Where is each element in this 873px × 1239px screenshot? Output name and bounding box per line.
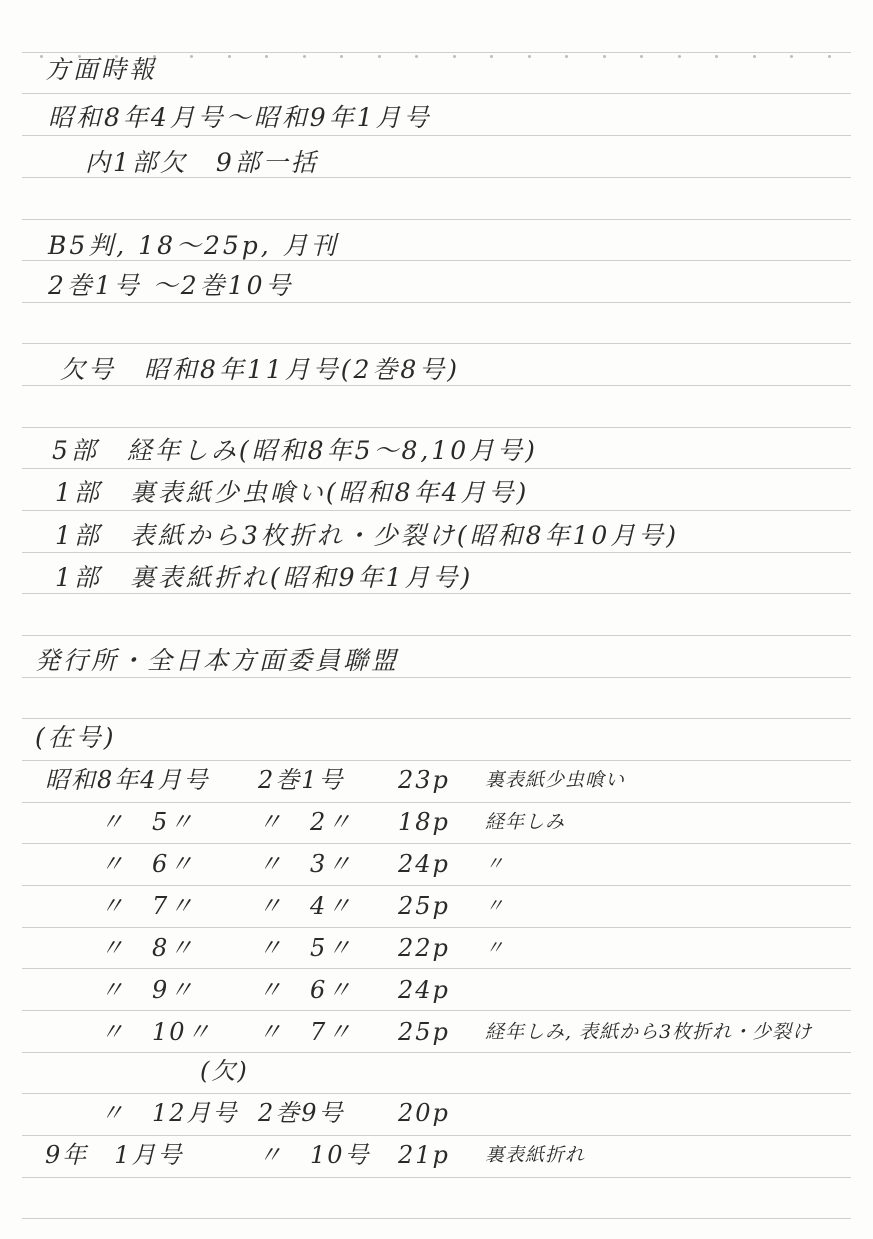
- ruler-dot: [603, 55, 606, 58]
- note-cell: 経年しみ: [485, 811, 566, 833]
- ruled-line: [22, 927, 851, 928]
- note-cell: 〃: [485, 937, 506, 959]
- ruler-dot: [378, 55, 381, 58]
- note-cell: 経年しみ, 表紙から3枚折れ・少裂け: [485, 1021, 813, 1043]
- issue-cell: 2巻1号: [258, 766, 345, 794]
- table-row: [0, 762, 873, 798]
- ruled-line: [22, 93, 851, 94]
- date-cell: 〃 9〃: [100, 976, 196, 1004]
- date-cell: 〃 7〃: [100, 892, 196, 920]
- table-row: [0, 1137, 873, 1173]
- date-cell: 〃 5〃: [100, 808, 196, 836]
- pages-cell: 21p: [398, 1141, 450, 1169]
- missing-issue-line: 欠号 昭和8年11月号(2巻8号): [60, 355, 461, 384]
- ruled-line: [22, 1218, 851, 1219]
- ruled-line: [22, 1093, 851, 1094]
- ruler-dot: [490, 55, 493, 58]
- date-range-line: 昭和8年4月号～昭和9年1月号: [48, 103, 432, 132]
- ruler-dot: [228, 55, 231, 58]
- condition-line-2: 1部 裏表紙少虫喰い(昭和8年4月号): [55, 478, 530, 507]
- spec-line-2: 2巻1号 ～2巻10号: [48, 271, 294, 300]
- issue-cell: 〃 10号: [258, 1141, 371, 1169]
- issue-cell: 〃 4〃: [258, 892, 354, 920]
- table-row: [0, 846, 873, 882]
- ruled-line: [22, 1177, 851, 1178]
- missing-marker-row: [0, 1053, 873, 1089]
- issue-cell: 〃 2〃: [258, 808, 354, 836]
- date-cell: 〃 8〃: [100, 934, 196, 962]
- pages-cell: 20p: [398, 1099, 450, 1127]
- table-row: [0, 972, 873, 1008]
- pages-cell: 24p: [398, 850, 450, 878]
- date-cell: 〃 10〃: [100, 1018, 213, 1046]
- publisher-line: 発行所・全日本方面委員聯盟: [35, 646, 400, 675]
- ruled-line: [22, 1010, 851, 1011]
- ruler-dot: [415, 55, 418, 58]
- ruled-line: [22, 760, 851, 761]
- condition-line-3: 1部 表紙から3枚折れ・少裂け(昭和8年10月号): [55, 521, 680, 550]
- ruler-dot: [190, 55, 193, 58]
- ruler-dot: [565, 55, 568, 58]
- table-row: [0, 1014, 873, 1050]
- ruler-dot: [340, 55, 343, 58]
- pages-cell: 25p: [398, 892, 450, 920]
- table-row: [0, 1095, 873, 1131]
- table-row: [0, 888, 873, 924]
- table-row: [0, 930, 873, 966]
- pages-cell: 24p: [398, 976, 450, 1004]
- ruled-line: [22, 968, 851, 969]
- ruler-dot: [453, 55, 456, 58]
- ruled-line: [22, 885, 851, 886]
- ruler-dot: [40, 55, 43, 58]
- pages-cell: 23p: [398, 766, 450, 794]
- note-cell: 〃: [485, 853, 506, 875]
- ruler-dot: [790, 55, 793, 58]
- ruler-dot: [265, 55, 268, 58]
- date-cell: 9年 1月号: [45, 1141, 184, 1169]
- ruled-line: [22, 219, 851, 220]
- date-cell: 〃 6〃: [100, 850, 196, 878]
- note-cell: 〃: [485, 895, 506, 917]
- issue-cell: 〃 3〃: [258, 850, 354, 878]
- ruled-line: [22, 427, 851, 428]
- ruler-dot: [715, 55, 718, 58]
- ruled-line: [22, 718, 851, 719]
- condition-line-1: 5部 経年しみ(昭和8年5～8,10月号): [52, 436, 538, 465]
- issue-cell: 〃 5〃: [258, 934, 354, 962]
- page-title: 方面時報: [45, 55, 158, 84]
- ruled-line: [22, 802, 851, 803]
- missing-summary-line: 内1部欠 9部一括: [85, 148, 319, 177]
- ruled-line: [22, 635, 851, 636]
- ruled-line: [22, 1135, 851, 1136]
- date-cell: 昭和8年4月号: [45, 766, 210, 794]
- ruler-dot: [640, 55, 643, 58]
- note-cell: 裏表紙折れ: [485, 1144, 586, 1166]
- date-cell: 〃 12月号: [100, 1099, 239, 1127]
- note-cell: 裏表紙少虫喰い: [485, 769, 626, 791]
- spec-line-1: B5判, 18～25p, 月刊: [48, 231, 339, 260]
- issue-cell: 2巻9号: [258, 1099, 345, 1127]
- ruler-dot: [303, 55, 306, 58]
- pages-cell: 25p: [398, 1018, 450, 1046]
- ruler-dot: [828, 55, 831, 58]
- ruled-line: [22, 343, 851, 344]
- holdings-label: (在号): [35, 723, 117, 752]
- pages-cell: 18p: [398, 808, 450, 836]
- issue-cell: 〃 6〃: [258, 976, 354, 1004]
- condition-line-4: 1部 裏表紙折れ(昭和9年1月号): [55, 563, 474, 592]
- missing-marker: (欠): [200, 1057, 249, 1085]
- ruler-dot: [753, 55, 756, 58]
- ruled-line: [22, 843, 851, 844]
- ruler-dot: [678, 55, 681, 58]
- table-row: [0, 804, 873, 840]
- ruler-dot: [528, 55, 531, 58]
- issue-cell: 〃 7〃: [258, 1018, 354, 1046]
- pages-cell: 22p: [398, 934, 450, 962]
